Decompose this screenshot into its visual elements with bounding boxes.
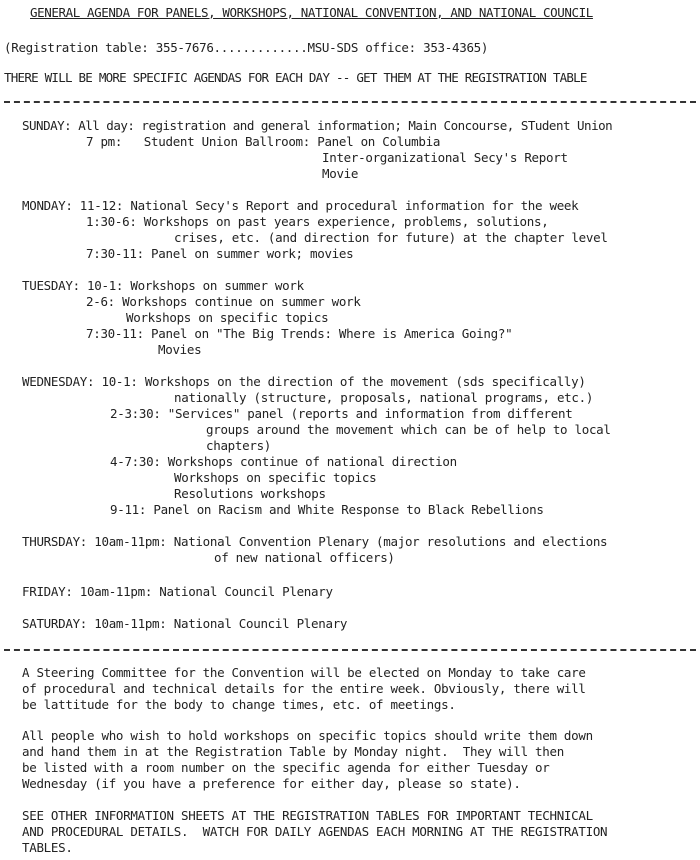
wednesday-line: WEDNESDAY: 10-1: Workshops on the direction of the movement (sds specifically) bbox=[22, 374, 586, 389]
workshops-paragraph-line: Wednesday (if you have a preference for either day, please so state). bbox=[22, 776, 521, 791]
thursday-line: of new national officers) bbox=[214, 550, 395, 565]
wednesday-line: groups around the movement which can be of help to local bbox=[206, 422, 611, 437]
monday-line: crises, etc. (and direction for future) at the chapter level bbox=[174, 230, 608, 245]
workshops-paragraph-line: All people who wish to hold workshops on specific topics should write them down bbox=[22, 728, 593, 743]
divider-top bbox=[4, 101, 696, 103]
wednesday-line: 2-3:30: "Services" panel (reports and information from different bbox=[110, 406, 573, 421]
tuesday-line: 7:30-11: Panel on "The Big Trends: Where is America Going?" bbox=[86, 326, 513, 341]
sunday-line: Movie bbox=[322, 166, 359, 181]
wednesday-line: Resolutions workshops bbox=[174, 486, 326, 501]
wednesday-line: chapters) bbox=[206, 438, 272, 453]
see-other-paragraph-line: AND PROCEDURAL DETAILS. WATCH FOR DAILY AGENDAS EACH MORNING AT THE REGISTRATION bbox=[22, 824, 608, 839]
sunday-line: 7 pm: Student Union Ballroom: Panel on Columbia bbox=[86, 134, 441, 149]
see-other-paragraph-line: TABLES. bbox=[22, 840, 73, 855]
wednesday-line: 4-7:30: Workshops continue of national direction bbox=[110, 454, 457, 469]
sunday-line: SUNDAY: All day: registration and general information; Main Concourse, STudent Union bbox=[22, 118, 613, 133]
tuesday-line: 2-6: Workshops continue on summer work bbox=[86, 294, 361, 309]
thursday-line: THURSDAY: 10am-11pm: National Convention Plenary (major resolutions and elections bbox=[22, 534, 608, 549]
tuesday-line: TUESDAY: 10-1: Workshops on summer work bbox=[22, 278, 304, 293]
see-other-paragraph-line: SEE OTHER INFORMATION SHEETS AT THE REGISTRATION TABLES FOR IMPORTANT TECHNICAL bbox=[22, 808, 593, 823]
friday-line: FRIDAY: 10am-11pm: National Council Plenary bbox=[22, 584, 333, 599]
saturday-line: SATURDAY: 10am-11pm: National Council Plenary bbox=[22, 616, 348, 631]
workshops-paragraph-line: and hand them in at the Registration Table by Monday night. They will then bbox=[22, 744, 564, 759]
steering-paragraph-line: of procedural and technical details for the entire week. Obviously, there will bbox=[22, 681, 586, 696]
steering-paragraph-line: A Steering Committee for the Convention will be elected on Monday to take care bbox=[22, 665, 586, 680]
contact-line: (Registration table: 355-7676.............MSU-SDS office: 353-4365) bbox=[4, 40, 489, 55]
tuesday-line: Movies bbox=[158, 342, 202, 357]
steering-paragraph-line: be lattitude for the body to change times, etc. of meetings. bbox=[22, 697, 456, 712]
divider-bottom bbox=[4, 649, 696, 651]
tuesday-line: Workshops on specific topics bbox=[126, 310, 329, 325]
workshops-paragraph-line: be listed with a room number on the specific agenda for either Tuesday or bbox=[22, 760, 550, 775]
wednesday-line: Workshops on specific topics bbox=[174, 470, 377, 485]
monday-line: MONDAY: 11-12: National Secy's Report and procedural information for the week bbox=[22, 198, 579, 213]
monday-line: 1:30-6: Workshops on past years experience, problems, solutions, bbox=[86, 214, 549, 229]
notice-line: THERE WILL BE MORE SPECIFIC AGENDAS FOR EACH DAY -- GET THEM AT THE REGISTRATION TABLE bbox=[4, 70, 587, 85]
monday-line: 7:30-11: Panel on summer work; movies bbox=[86, 246, 354, 261]
wednesday-line: nationally (structure, proposals, national programs, etc.) bbox=[174, 390, 594, 405]
document-title: GENERAL AGENDA FOR PANELS, WORKSHOPS, NATIONAL CONVENTION, AND NATIONAL COUNCIL bbox=[30, 5, 593, 20]
wednesday-line: 9-11: Panel on Racism and White Response to Black Rebellions bbox=[110, 502, 544, 517]
sunday-line: Inter-organizational Secy's Report bbox=[322, 150, 568, 165]
